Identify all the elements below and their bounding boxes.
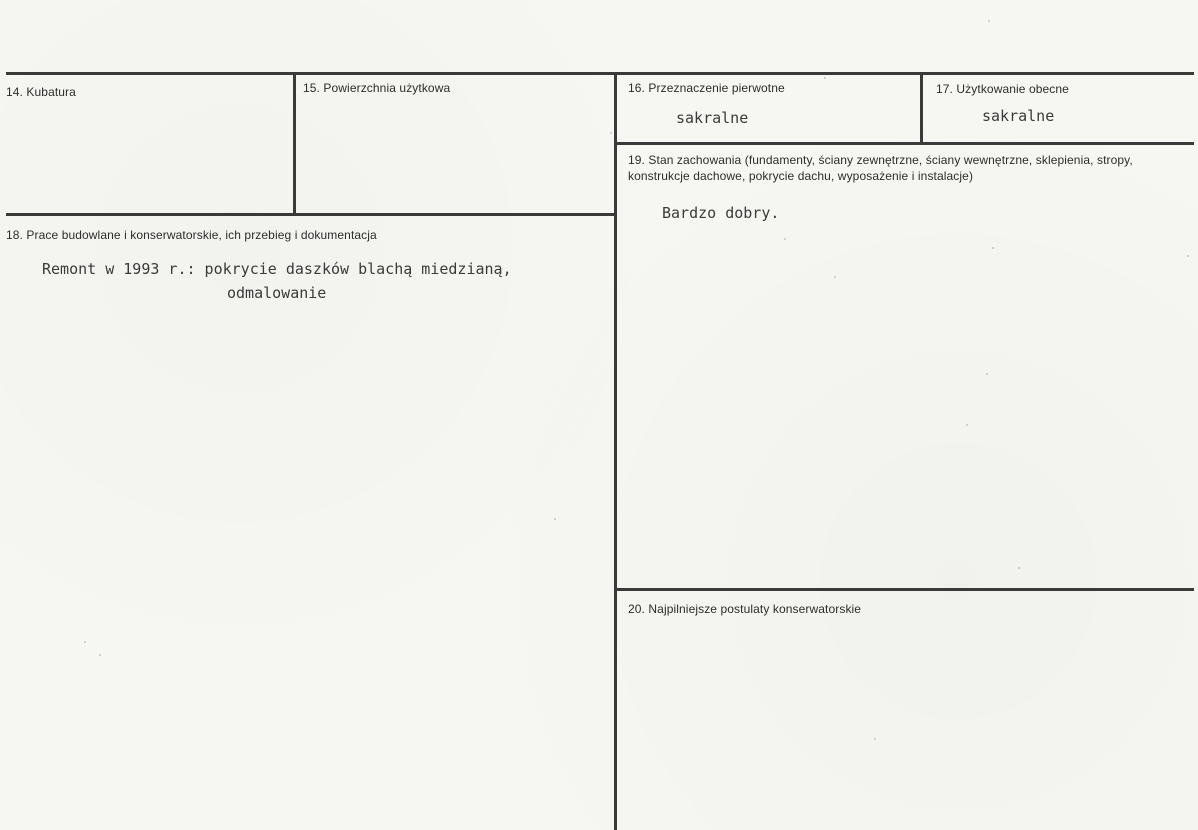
scan-speck: [966, 424, 968, 426]
divider-14-18: [6, 213, 616, 216]
scan-speck: [824, 77, 826, 79]
field-20-label: 20. Najpilniejsze postulaty konserwatorskie: [628, 602, 862, 616]
scan-speck: [554, 518, 556, 520]
main-vertical-divider: [614, 73, 617, 830]
field-15-label: 15. Powierzchnia użytkowa: [303, 81, 451, 95]
divider-16-17: [920, 73, 923, 143]
divider-19-20: [616, 588, 1194, 591]
scan-speck: [99, 654, 101, 656]
scan-speck: [988, 20, 990, 22]
divider-14-15: [293, 73, 296, 214]
field-18-line2: odmalowanie: [227, 284, 327, 302]
field-17-value: sakralne: [982, 107, 1055, 125]
field-16-value: sakralne: [676, 109, 749, 127]
field-14-label: 14. Kubatura: [6, 85, 76, 99]
scan-speck: [834, 276, 836, 278]
scan-speck: [610, 132, 612, 134]
field-17-label: 17. Użytkowanie obecne: [936, 82, 1069, 96]
scan-speck: [874, 738, 876, 740]
scan-speck: [1018, 567, 1020, 569]
scan-speck: [84, 641, 86, 643]
top-border-line: [6, 72, 1194, 75]
scan-speck: [992, 247, 994, 249]
divider-16-19: [616, 142, 1194, 145]
field-16-label: 16. Przeznaczenie pierwotne: [628, 81, 785, 95]
field-19-value: Bardzo dobry.: [662, 204, 780, 222]
scan-speck: [986, 373, 988, 375]
field-19-label: 19. Stan zachowania (fundamenty, ściany zewnętrzne, ściany wewnętrzne, sklepienia, stropy, konstrukcje dachowe, pokrycie dachu, wyposażenie i instalacje): [628, 153, 1133, 183]
field-18-label: 18. Prace budowlane i konserwatorskie, ich przebieg i dokumentacja: [6, 228, 377, 242]
scan-speck: [784, 238, 786, 240]
field-18-line1: Remont w 1993 r.: pokrycie daszków blachą miedzianą,: [42, 260, 512, 278]
scan-speck: [1187, 255, 1189, 257]
